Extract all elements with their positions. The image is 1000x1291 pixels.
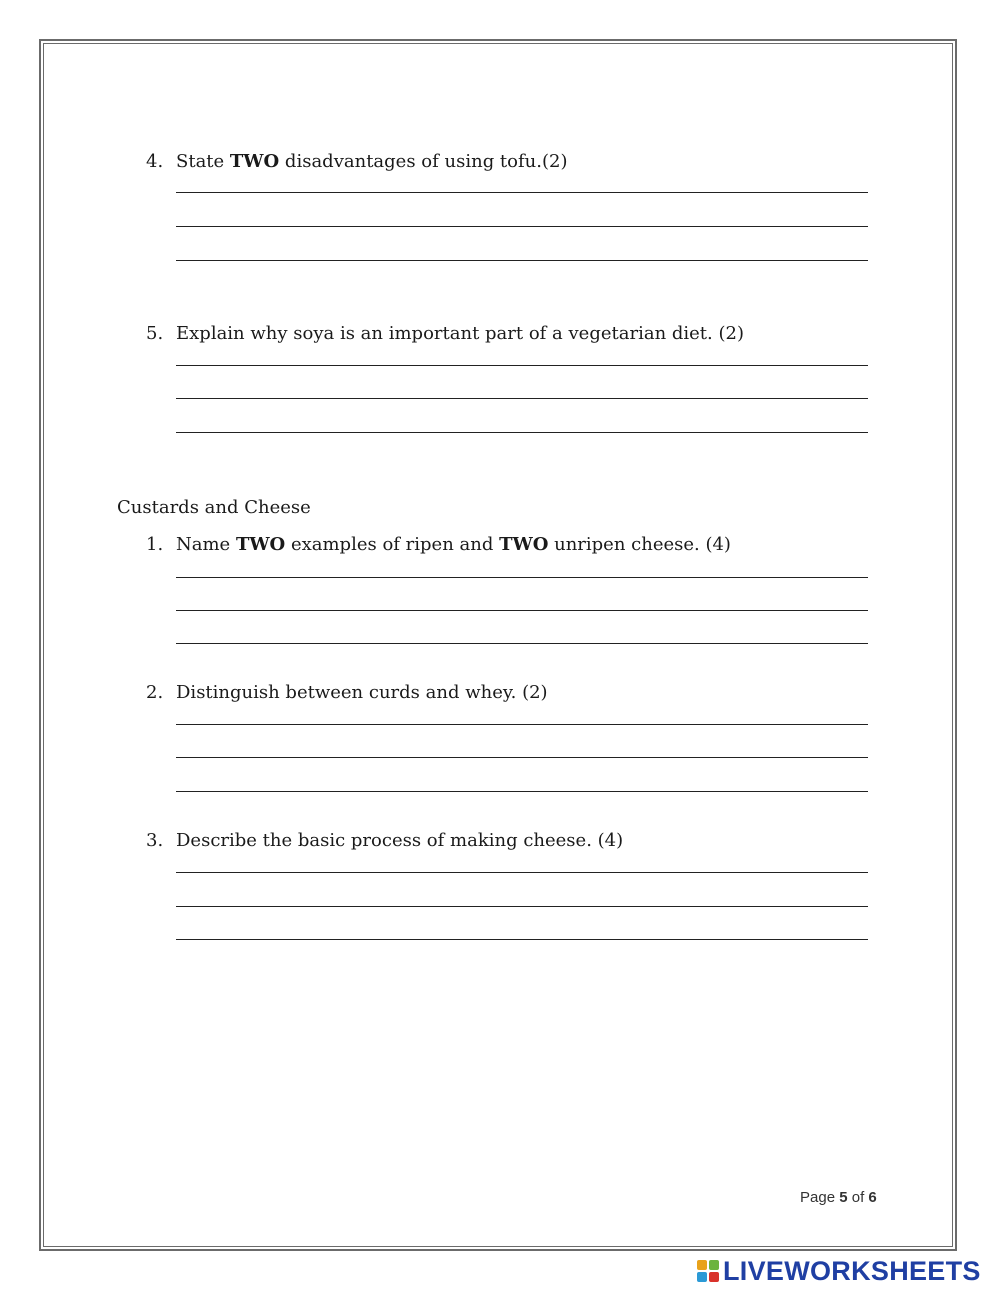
question-number: 4. xyxy=(146,151,164,172)
answer-line[interactable] xyxy=(176,577,868,578)
logo-icon xyxy=(697,1260,719,1282)
answer-line[interactable] xyxy=(176,906,868,907)
question-number: 3. xyxy=(146,830,164,851)
answer-line[interactable] xyxy=(176,365,868,366)
answer-line[interactable] xyxy=(176,643,868,644)
page-number: Page 5 of 6 xyxy=(800,1189,877,1206)
question-number: 5. xyxy=(146,323,164,344)
answer-line[interactable] xyxy=(176,724,868,725)
question-text: State TWO disadvantages of using tofu.(2) xyxy=(176,151,568,172)
answer-line[interactable] xyxy=(176,791,868,792)
answer-line[interactable] xyxy=(176,192,868,193)
answer-line[interactable] xyxy=(176,226,868,227)
question-number: 2. xyxy=(146,682,164,703)
question-text: Name TWO examples of ripen and TWO unripen cheese. (4) xyxy=(176,534,731,555)
answer-line[interactable] xyxy=(176,757,868,758)
answer-line[interactable] xyxy=(176,939,868,940)
question-number: 1. xyxy=(146,534,164,555)
answer-line[interactable] xyxy=(176,872,868,873)
question-text: Explain why soya is an important part of a vegetarian diet. (2) xyxy=(176,323,744,344)
question-text: Describe the basic process of making cheese. (4) xyxy=(176,830,624,851)
question-text: Distinguish between curds and whey. (2) xyxy=(176,682,548,703)
section-heading: Custards and Cheese xyxy=(117,497,311,518)
liveworksheets-logo xyxy=(697,1257,981,1285)
logo-text: LIVEWORKSHEETS xyxy=(723,1255,981,1286)
answer-line[interactable] xyxy=(176,398,868,399)
logo-square xyxy=(697,1272,707,1282)
logo-square xyxy=(709,1272,719,1282)
answer-line[interactable] xyxy=(176,610,868,611)
answer-line[interactable] xyxy=(176,260,868,261)
page-border-inner xyxy=(43,43,953,1247)
logo-square xyxy=(709,1260,719,1270)
answer-line[interactable] xyxy=(176,432,868,433)
logo-square xyxy=(697,1260,707,1270)
